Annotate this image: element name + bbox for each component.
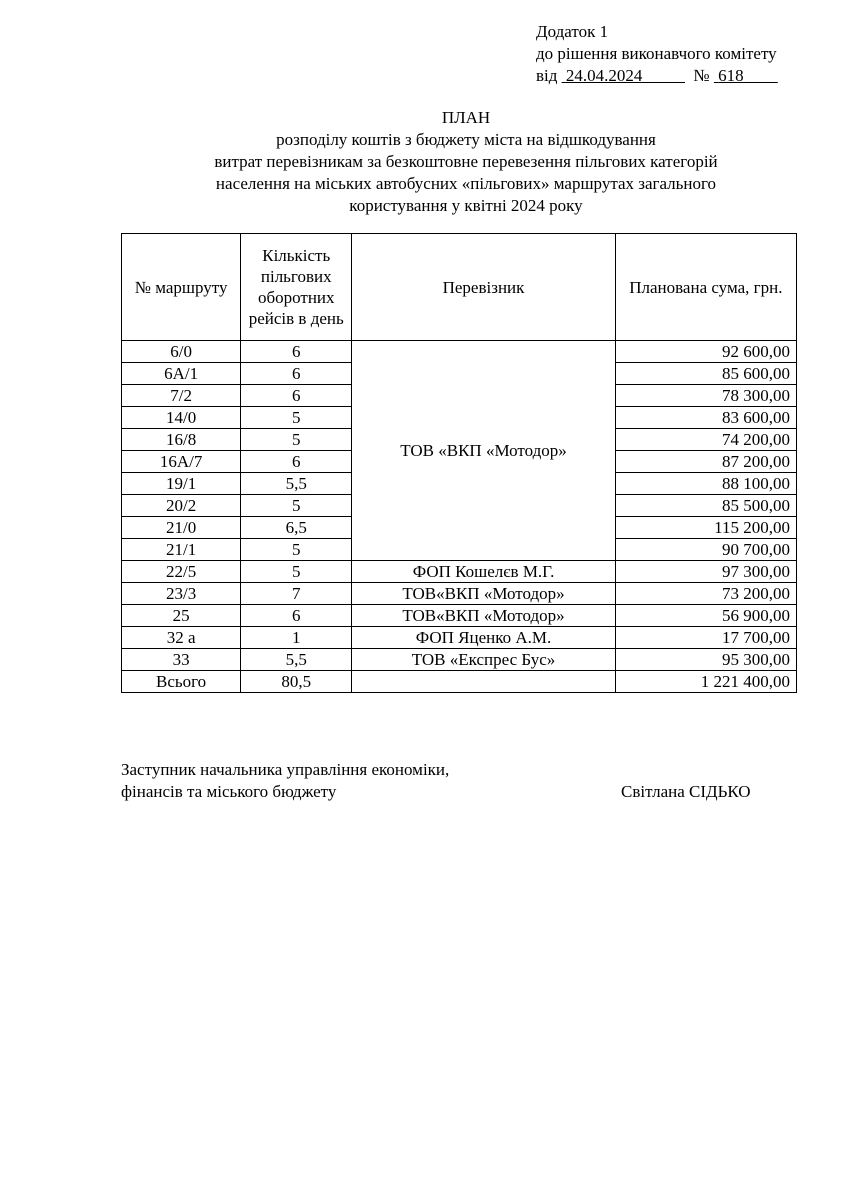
route-cell: 19/1 xyxy=(122,473,241,495)
carrier-cell: ТОВ«ВКП «Мотодор» xyxy=(352,583,615,605)
heading-line-1: розподілу коштів з бюджету міста на відшкодування xyxy=(276,130,656,149)
trips-cell: 6 xyxy=(241,605,352,627)
trips-cell: 6 xyxy=(241,363,352,385)
heading-line-4: користування у квітні 2024 року xyxy=(349,196,583,215)
trips-cell: 6,5 xyxy=(241,517,352,539)
number-label: № xyxy=(693,66,710,85)
appendix-block xyxy=(536,21,778,87)
route-cell: 21/0 xyxy=(122,517,241,539)
trips-cell: 6 xyxy=(241,451,352,473)
signature-name: Світлана СІДЬКО xyxy=(621,782,751,801)
trips-cell: 5 xyxy=(241,561,352,583)
carrier-cell: ФОП Кошелєв М.Г. xyxy=(352,561,615,583)
trips-cell: 6 xyxy=(241,341,352,363)
route-cell: 16/8 xyxy=(122,429,241,451)
trips-cell: 7 xyxy=(241,583,352,605)
sum-cell: 115 200,00 xyxy=(615,517,796,539)
route-cell: 25 xyxy=(122,605,241,627)
document-title: ПЛАН xyxy=(441,108,491,127)
total-trips: 80,5 xyxy=(241,671,352,693)
trips-cell: 5 xyxy=(241,429,352,451)
sum-cell: 78 300,00 xyxy=(615,385,796,407)
total-sum: 1 221 400,00 xyxy=(615,671,796,693)
carrier-cell: ФОП Яценко А.М. xyxy=(352,627,615,649)
table-row xyxy=(122,561,797,583)
sum-cell: 17 700,00 xyxy=(615,627,796,649)
appendix-date-line xyxy=(536,65,778,87)
route-cell: 6А/1 xyxy=(122,363,241,385)
plan-table xyxy=(121,233,797,693)
sum-cell: 88 100,00 xyxy=(615,473,796,495)
table-row xyxy=(122,341,797,363)
route-cell: 21/1 xyxy=(122,539,241,561)
trips-cell: 5 xyxy=(241,407,352,429)
from-label: від xyxy=(536,66,558,85)
appendix-decision-line: до рішення виконавчого комітету xyxy=(536,44,777,63)
sum-cell: 87 200,00 xyxy=(615,451,796,473)
heading-line-2: витрат перевізникам за безкоштовне перевезення пільгових категорій xyxy=(214,152,718,171)
route-cell: 16А/7 xyxy=(122,451,241,473)
signature-line-2: фінансів та міського бюджету xyxy=(121,782,337,801)
header-sum: Планована сума, грн. xyxy=(615,234,796,341)
heading-line-3: населення на міських автобусних «пільгових» маршрутах загального xyxy=(215,174,717,193)
total-row xyxy=(122,671,797,693)
table-row xyxy=(122,627,797,649)
total-carrier xyxy=(352,671,615,693)
table-row xyxy=(122,583,797,605)
trips-cell: 5 xyxy=(241,539,352,561)
carrier-cell: ТОВ«ВКП «Мотодор» xyxy=(352,605,615,627)
document-heading xyxy=(0,107,849,217)
route-cell: 33 xyxy=(122,649,241,671)
table-row xyxy=(122,605,797,627)
sum-cell: 97 300,00 xyxy=(615,561,796,583)
decision-date: 24.04.2024_____ xyxy=(565,66,685,85)
decision-number: 618____ xyxy=(718,66,778,85)
table-header-row xyxy=(122,234,797,341)
header-carrier: Перевізник xyxy=(352,234,615,341)
table-row xyxy=(122,649,797,671)
sum-cell: 85 600,00 xyxy=(615,363,796,385)
sum-cell: 95 300,00 xyxy=(615,649,796,671)
header-route: № маршруту xyxy=(122,234,241,341)
header-trips: Кількість пільгових оборотних рейсів в день xyxy=(241,234,352,341)
carrier-cell-merged: ТОВ «ВКП «Мотодор» xyxy=(352,341,615,561)
sum-cell: 85 500,00 xyxy=(615,495,796,517)
trips-cell: 5,5 xyxy=(241,649,352,671)
route-cell: 14/0 xyxy=(122,407,241,429)
total-label: Всього xyxy=(122,671,241,693)
route-cell: 20/2 xyxy=(122,495,241,517)
trips-cell: 6 xyxy=(241,385,352,407)
route-cell: 32 а xyxy=(122,627,241,649)
route-cell: 22/5 xyxy=(122,561,241,583)
sum-cell: 74 200,00 xyxy=(615,429,796,451)
trips-cell: 1 xyxy=(241,627,352,649)
sum-cell: 73 200,00 xyxy=(615,583,796,605)
sum-cell: 56 900,00 xyxy=(615,605,796,627)
appendix-title: Додаток 1 xyxy=(536,22,609,41)
sum-cell: 83 600,00 xyxy=(615,407,796,429)
signature-block xyxy=(121,759,771,803)
trips-cell: 5 xyxy=(241,495,352,517)
signature-line-1: Заступник начальника управління економіки, xyxy=(121,760,450,779)
route-cell: 6/0 xyxy=(122,341,241,363)
route-cell: 7/2 xyxy=(122,385,241,407)
carrier-cell: ТОВ «Експрес Бус» xyxy=(352,649,615,671)
route-cell: 23/3 xyxy=(122,583,241,605)
sum-cell: 90 700,00 xyxy=(615,539,796,561)
sum-cell: 92 600,00 xyxy=(615,341,796,363)
trips-cell: 5,5 xyxy=(241,473,352,495)
